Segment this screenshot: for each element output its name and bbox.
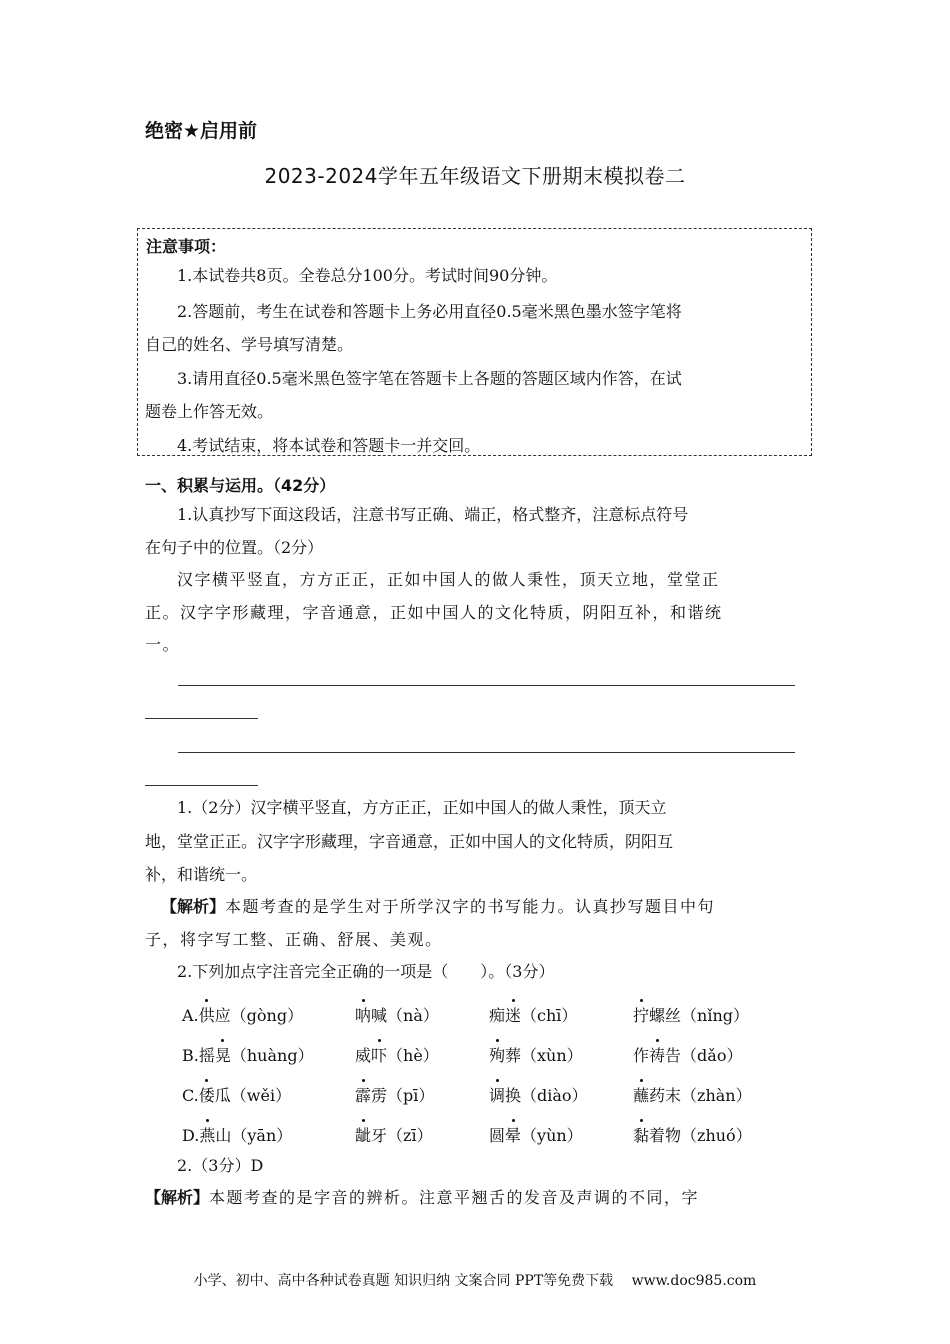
option-d[interactable]: D.燕山（yān） bbox=[182, 1126, 293, 1145]
q1-analysis bbox=[161, 899, 715, 915]
notice-item: 4.考试结束，将本试卷和答题卡一并交回。 bbox=[177, 436, 481, 455]
option-c-item: 霹雳（pī） bbox=[355, 1086, 435, 1105]
notice-item: 题卷上作答无效。 bbox=[145, 402, 274, 421]
option-c-item: 调换（diào） bbox=[489, 1086, 588, 1105]
answer-blank-line[interactable] bbox=[178, 685, 795, 686]
option-a-item: 痴迷（chī） bbox=[489, 1006, 578, 1025]
option-label: C. bbox=[182, 1086, 199, 1105]
option-c[interactable]: C.倭瓜（wěi） bbox=[182, 1086, 292, 1105]
option-label: B. bbox=[182, 1046, 199, 1065]
q1-answer: 补，和谐统一。 bbox=[145, 865, 258, 884]
analysis-text: 本题考查的是学生对于所学汉字的书写能力。认真抄写题目中句 bbox=[225, 897, 716, 916]
option-a[interactable]: A.供应（gòng） bbox=[182, 1006, 304, 1025]
q1-answer: 1.（2分）汉字横平竖直，方方正正，正如中国人的做人秉性，顶天立 bbox=[177, 798, 667, 817]
q1-passage: 汉字横平竖直，方方正正，正如中国人的做人秉性，顶天立地，堂堂正 bbox=[177, 570, 720, 589]
option-c-item: 蘸药末（zhàn） bbox=[633, 1086, 752, 1105]
option-b-item: 威吓（hè） bbox=[355, 1046, 439, 1065]
q1-stem: 在句子中的位置。（2分） bbox=[145, 538, 324, 557]
q2-answer: 2.（3分）D bbox=[177, 1156, 264, 1175]
q1-answer: 地，堂堂正正。汉字字形藏理，字音通意，正如中国人的文化特质，阴阳互 bbox=[145, 832, 674, 851]
option-b-item: 作祷告（dǎo） bbox=[633, 1046, 743, 1065]
option-d-item: 圆晕（yùn） bbox=[489, 1126, 583, 1145]
q2-stem: 2.下列加点字注音完全正确的一项是（ ）。（3分） bbox=[177, 962, 555, 981]
option-a-item: 拧螺丝（nǐng） bbox=[633, 1006, 749, 1025]
q1-passage: 正。汉字字形藏理，字音通意，正如中国人的文化特质，阴阳互补，和谐统 bbox=[145, 603, 723, 622]
answer-blank-line[interactable] bbox=[145, 785, 258, 786]
q1-passage: 一。 bbox=[145, 635, 181, 654]
option-b-item: 殉葬（xùn） bbox=[489, 1046, 583, 1065]
page-title: 2023-2024学年五年级语文下册期末模拟卷二 bbox=[264, 164, 686, 188]
option-label: A. bbox=[182, 1006, 199, 1025]
option-label: D. bbox=[182, 1126, 200, 1145]
notice-item: 3.请用直径0.5毫米黑色签字笔在答题卡上各题的答题区域内作答，在试 bbox=[177, 369, 682, 388]
analysis-tag: 【解析】 bbox=[145, 1188, 210, 1207]
page-footer: 小学、初中、高中各种试卷真题 知识归纳 文案合同 PPT等免费下载 www.doc985.com bbox=[193, 1273, 757, 1289]
secret-label: 绝密★启用前 bbox=[145, 120, 258, 142]
notice-heading: 注意事项： bbox=[146, 237, 227, 256]
option-d-item: 龇牙（zī） bbox=[355, 1126, 433, 1145]
answer-blank-line[interactable] bbox=[178, 752, 795, 753]
analysis-text: 本题考查的是字音的辨析。注意平翘舌的发音及声调的不同，字 bbox=[209, 1188, 700, 1207]
option-a-item: 呐喊（nà） bbox=[355, 1006, 439, 1025]
q1-stem: 1.认真抄写下面这段话，注意书写正确、端正，格式整齐，注意标点符号 bbox=[177, 505, 689, 524]
q1-analysis: 子，将字写工整、正确、舒展、美观。 bbox=[145, 930, 443, 949]
q2-analysis bbox=[145, 1190, 699, 1206]
notice-item: 2.答题前，考生在试卷和答题卡上务必用直径0.5毫米黑色墨水签字笔将 bbox=[177, 302, 682, 321]
notice-item: 自己的姓名、学号填写清楚。 bbox=[145, 335, 354, 354]
option-b[interactable]: B.摇晃（huàng） bbox=[182, 1046, 314, 1065]
option-d-item: 黏着物（zhuó） bbox=[633, 1126, 752, 1145]
analysis-tag: 【解析】 bbox=[161, 897, 226, 916]
section-heading: 一、积累与运用。（42分） bbox=[145, 476, 336, 495]
answer-blank-line[interactable] bbox=[145, 718, 258, 719]
notice-item: 1.本试卷共8页。全卷总分100分。考试时间90分钟。 bbox=[177, 266, 558, 285]
